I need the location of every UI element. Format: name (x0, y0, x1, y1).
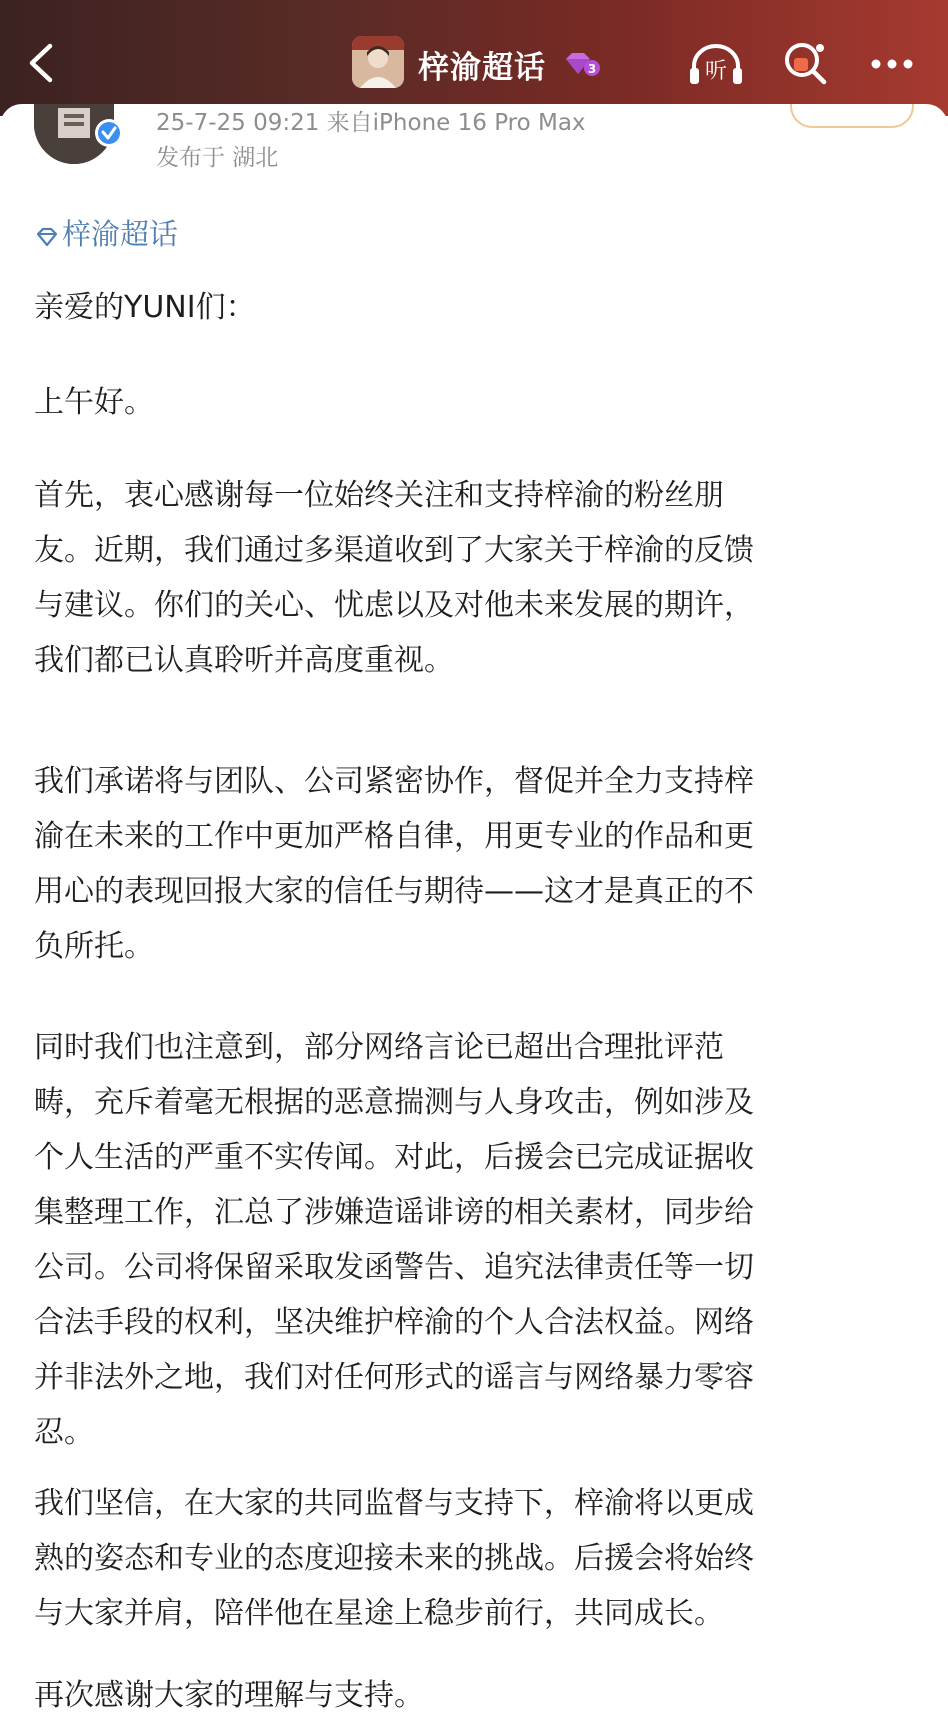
text-line: 并非法外之地，我们对任何形式的谣言与网络暴力零容 (34, 1360, 754, 1395)
svg-text:听: 听 (704, 59, 728, 84)
text-line: 熟的姿态和专业的态度迎接未来的挑战。后援会将始终 (34, 1541, 754, 1576)
topic-link[interactable] (34, 212, 178, 253)
post-paragraph-legal (34, 1020, 914, 1460)
text-line: 我们坚信，在大家的共同监督与支持下，梓渝将以更成 (34, 1486, 754, 1521)
headphones-icon (686, 40, 746, 88)
text-line: 合法手段的权利，坚决维护梓渝的个人合法权益。网络 (34, 1305, 754, 1340)
listen-button[interactable] (686, 40, 746, 88)
text-line: 首先，衷心感谢每一位始终关注和支持梓渝的粉丝朋 (34, 478, 724, 513)
text-line: 亲爱的YUNI们： (34, 290, 256, 325)
post-paragraph-thanks (34, 468, 914, 688)
more-options-button[interactable] (862, 46, 922, 82)
text-line: 上午好。 (34, 385, 154, 420)
search-icon (780, 38, 832, 90)
diamond-icon (562, 50, 600, 78)
text-line: 负所托。 (34, 929, 154, 964)
post-paragraph-commitment (34, 754, 914, 974)
text-line: 与建议。你们的关心、忧虑以及对他未来发展的期许， (34, 588, 754, 623)
text-line: 我们都已认真聆听并高度重视。 (34, 643, 454, 678)
text-line: 个人生活的严重不实传闻。对此，后援会已完成证据收 (34, 1140, 754, 1175)
text-line: 与大家并肩，陪伴他在星途上稳步前行，共同成长。 (34, 1596, 724, 1631)
text-line: 畴，充斥着毫无根据的恶意揣测与人身攻击，例如涉及 (34, 1085, 754, 1120)
post-paragraph-greeting (34, 280, 914, 335)
follow-button[interactable] (790, 104, 914, 128)
page-title: 梓渝超话 (418, 50, 546, 86)
svg-text:3: 3 (587, 62, 597, 76)
top-navigation-bar (0, 0, 948, 116)
diamond-outline-icon (34, 227, 60, 247)
topic-avatar[interactable] (352, 36, 404, 88)
text-line: 渝在未来的工作中更加严格自律，用更专业的作品和更 (34, 819, 754, 854)
text-line: 公司。公司将保留采取发函警告、追究法律责任等一切 (34, 1250, 754, 1285)
text-line: 用心的表现回报大家的信任与期待——这才是真正的不 (34, 874, 754, 909)
post-paragraph-closing (34, 1668, 914, 1723)
verified-badge-icon (94, 118, 124, 148)
search-button[interactable] (780, 38, 832, 90)
post-timestamp-source: 25-7-25 09:21 来自iPhone 16 Pro Max (156, 110, 586, 136)
topic-link-label: 梓渝超话 (62, 217, 179, 251)
post-location: 发布于 湖北 (156, 145, 279, 171)
post-paragraph-morning (34, 375, 914, 430)
text-line: 同时我们也注意到，部分网络言论已超出合理批评范 (34, 1030, 724, 1065)
post-paragraph-belief (34, 1476, 914, 1641)
supertopic-level-badge (562, 50, 600, 78)
text-line: 我们承诺将与团队、公司紧密协作，督促并全力支持梓 (34, 764, 754, 799)
more-dots-icon (862, 46, 922, 82)
text-line: 集整理工作，汇总了涉嫌造谣诽谤的相关素材，同步给 (34, 1195, 754, 1230)
back-button[interactable] (22, 38, 62, 88)
chevron-left-icon (22, 38, 62, 88)
text-line: 忍。 (34, 1415, 94, 1450)
text-line: 再次感谢大家的理解与支持。 (34, 1678, 424, 1713)
text-line: 友。近期，我们通过多渠道收到了大家关于梓渝的反馈 (34, 533, 754, 568)
